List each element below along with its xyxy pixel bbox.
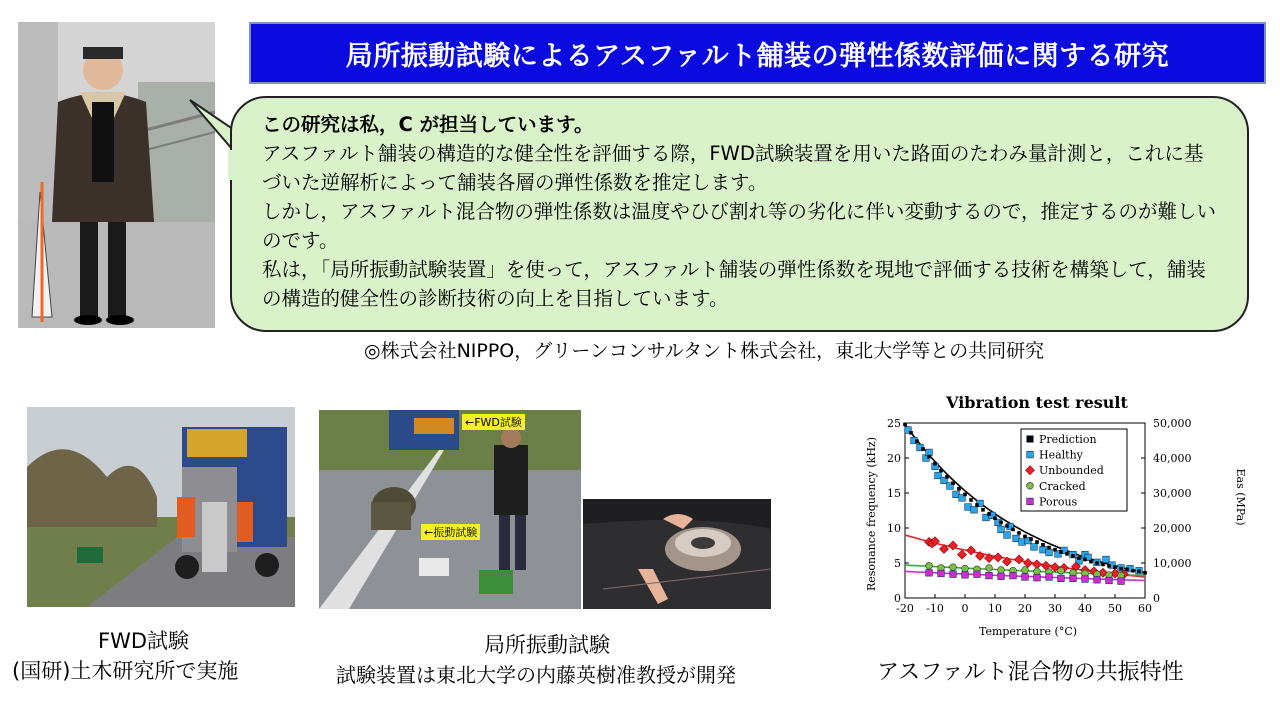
point-prediction xyxy=(1053,548,1057,552)
legend-label-porous: Porous xyxy=(1039,495,1078,509)
y-tick-label: 15 xyxy=(887,487,901,500)
legend-label-unbounded: Unbounded xyxy=(1039,464,1104,478)
y2-axis-label-visible: Eas (MPa) xyxy=(1234,468,1247,526)
point-prediction xyxy=(1023,535,1027,539)
point-prediction xyxy=(1107,564,1111,568)
point-healthy xyxy=(1040,546,1047,553)
vibration-test-label: ←振動試験 xyxy=(421,524,480,540)
point-porous xyxy=(1094,577,1101,584)
point-cracked xyxy=(986,565,993,572)
point-prediction xyxy=(1077,556,1081,560)
x-tick-label: 60 xyxy=(1138,602,1152,615)
point-healthy xyxy=(926,449,933,456)
bubble-tail-cover xyxy=(224,150,236,180)
point-porous xyxy=(1118,578,1125,585)
bubble-lead: この研究は私，C が担当しています。 xyxy=(262,113,594,136)
point-porous xyxy=(1010,572,1017,579)
chart-title: Vibration test result xyxy=(946,393,1128,412)
point-porous xyxy=(1046,574,1053,581)
y-tick-label: 0 xyxy=(894,592,901,605)
legend-marker-healthy xyxy=(1027,451,1034,458)
speech-bubble xyxy=(230,96,1249,332)
x-tick-label: -10 xyxy=(926,602,944,615)
point-porous xyxy=(1106,577,1113,584)
point-prediction xyxy=(921,447,925,451)
x-tick-label: 40 xyxy=(1078,602,1092,615)
vibration-caption-line2: 試験装置は東北大学の内藤英樹准教授が開発 xyxy=(336,663,736,687)
point-prediction xyxy=(969,498,973,502)
point-porous xyxy=(938,570,945,577)
point-prediction xyxy=(909,431,913,435)
legend-marker-porous xyxy=(1027,498,1034,505)
fwd-truck-photo xyxy=(27,407,295,607)
point-prediction xyxy=(1065,552,1069,556)
bubble-paragraph-1: アスファルト舗装の構造的な健全性を評価する際，FWD試験装置を用いた路面のたわみ量計測と，これに基づいた逆解析によって舗装各層の弾性係数を推定します。 xyxy=(262,142,1204,194)
fwd-caption-line2: (国研)土木研究所で実施 xyxy=(12,659,239,683)
legend-marker-prediction xyxy=(1027,436,1034,443)
point-prediction xyxy=(975,503,979,507)
point-healthy xyxy=(935,472,942,479)
point-prediction xyxy=(903,423,907,427)
point-prediction xyxy=(1113,565,1117,569)
point-cracked xyxy=(1034,568,1041,575)
point-prediction xyxy=(1029,537,1033,541)
point-healthy xyxy=(1019,539,1026,546)
point-prediction xyxy=(1143,571,1147,575)
fwd-test-label: ←FWD試験 xyxy=(462,414,525,430)
x-tick-label: 30 xyxy=(1048,602,1062,615)
bubble-paragraph-3: 私は，「局所振動試験装置」を使って，アスファルト舗装の弾性係数を現地で評価する技術を構築して，舗装の構造的健全性の診断技術の向上を目指しています。 xyxy=(262,258,1206,310)
vibration-caption-line1: 局所振動試験 xyxy=(484,633,610,657)
y2-tick-label: 20,000 xyxy=(1153,522,1192,535)
point-prediction xyxy=(993,516,997,520)
vibration-test-chart xyxy=(855,388,1192,646)
point-porous xyxy=(950,571,957,578)
point-healthy xyxy=(953,491,960,498)
legend-label-healthy: Healthy xyxy=(1039,448,1083,462)
point-cracked xyxy=(1058,567,1065,574)
chart-caption: アスファルト混合物の共振特性 xyxy=(877,660,1184,685)
point-porous xyxy=(1058,575,1065,582)
vibration-device-photo xyxy=(583,499,771,609)
y2-tick-label: 30,000 xyxy=(1153,487,1192,500)
point-prediction xyxy=(1059,550,1063,554)
legend-label-cracked: Cracked xyxy=(1039,479,1086,493)
legend-marker-cracked xyxy=(1027,482,1034,489)
point-prediction xyxy=(915,439,919,443)
point-cracked xyxy=(950,564,957,571)
point-prediction xyxy=(1095,561,1099,565)
page-title: 局所振動試験によるアスファルト舗装の弾性係数評価に関する研究 xyxy=(345,40,1170,72)
point-prediction xyxy=(1017,531,1021,535)
point-prediction xyxy=(1089,560,1093,564)
x-tick-label: -20 xyxy=(896,602,914,615)
x-tick-label: 0 xyxy=(961,602,969,615)
point-porous xyxy=(986,572,993,579)
x-tick-label: 50 xyxy=(1108,602,1122,615)
fwd-caption-line1: FWD試験 xyxy=(98,629,190,653)
point-porous xyxy=(1034,574,1041,581)
point-cracked xyxy=(1022,567,1029,574)
point-prediction xyxy=(1131,569,1135,573)
point-prediction xyxy=(1041,543,1045,547)
point-cracked xyxy=(998,567,1005,574)
point-prediction xyxy=(939,469,943,473)
y2-tick-label: 0 xyxy=(1153,592,1160,605)
point-prediction xyxy=(945,475,949,479)
point-healthy xyxy=(1013,535,1020,542)
y-tick-label: 20 xyxy=(887,452,901,465)
point-porous xyxy=(998,573,1005,580)
legend-label-prediction: Prediction xyxy=(1039,433,1097,446)
point-porous xyxy=(962,572,969,579)
point-prediction xyxy=(1071,554,1075,558)
road-test-photo xyxy=(319,410,581,609)
point-prediction xyxy=(957,487,961,491)
point-healthy xyxy=(1103,556,1110,563)
point-prediction xyxy=(1047,546,1051,550)
point-prediction xyxy=(1101,563,1105,567)
y2-tick-label: 10,000 xyxy=(1153,557,1192,570)
point-porous xyxy=(1070,575,1077,582)
point-prediction xyxy=(987,512,991,516)
point-prediction xyxy=(933,462,937,466)
x-tick-label: 10 xyxy=(988,602,1002,615)
y-axis-label: Resonance frequency (kHz) xyxy=(865,436,878,592)
point-healthy xyxy=(1031,544,1038,551)
plot-area xyxy=(887,417,1192,615)
point-prediction xyxy=(981,508,985,512)
point-healthy xyxy=(965,504,972,511)
point-prediction xyxy=(1119,567,1123,571)
y-tick-label: 10 xyxy=(887,522,901,535)
point-porous xyxy=(1022,574,1029,581)
x-axis-label: Temperature (°C) xyxy=(978,625,1078,638)
point-prediction xyxy=(1125,568,1129,572)
point-prediction xyxy=(1035,540,1039,544)
point-prediction xyxy=(999,521,1003,525)
point-prediction xyxy=(963,493,967,497)
point-prediction xyxy=(1137,570,1141,574)
point-cracked xyxy=(926,562,933,569)
point-healthy xyxy=(1046,549,1053,556)
y2-tick-label: 40,000 xyxy=(1153,452,1192,465)
joint-research-credit: ◎株式会社NIPPO，グリーンコンサルタント株式会社，東北大学等との共同研究 xyxy=(364,340,1045,362)
point-healthy xyxy=(998,526,1005,533)
point-prediction xyxy=(1005,524,1009,528)
point-prediction xyxy=(1083,558,1087,562)
y-tick-label: 5 xyxy=(894,557,901,570)
point-porous xyxy=(1082,576,1089,583)
point-porous xyxy=(926,570,933,577)
point-healthy xyxy=(1004,532,1011,539)
bubble-paragraph-2: しかし，アスファルト混合物の弾性係数は温度やひび割れ等の劣化に伴い変動するので，推定するのが難しいのです。 xyxy=(262,200,1216,252)
point-cracked xyxy=(962,565,969,572)
point-prediction xyxy=(1011,528,1015,532)
title-banner xyxy=(249,22,1266,84)
y-tick-label: 25 xyxy=(887,417,901,430)
point-healthy xyxy=(971,507,978,514)
point-porous xyxy=(974,571,981,578)
x-tick-label: 20 xyxy=(1018,602,1032,615)
y2-tick-label: 50,000 xyxy=(1153,417,1192,430)
y2-axis-label-holder xyxy=(1223,452,1247,542)
point-prediction xyxy=(927,455,931,459)
point-prediction xyxy=(951,481,955,485)
